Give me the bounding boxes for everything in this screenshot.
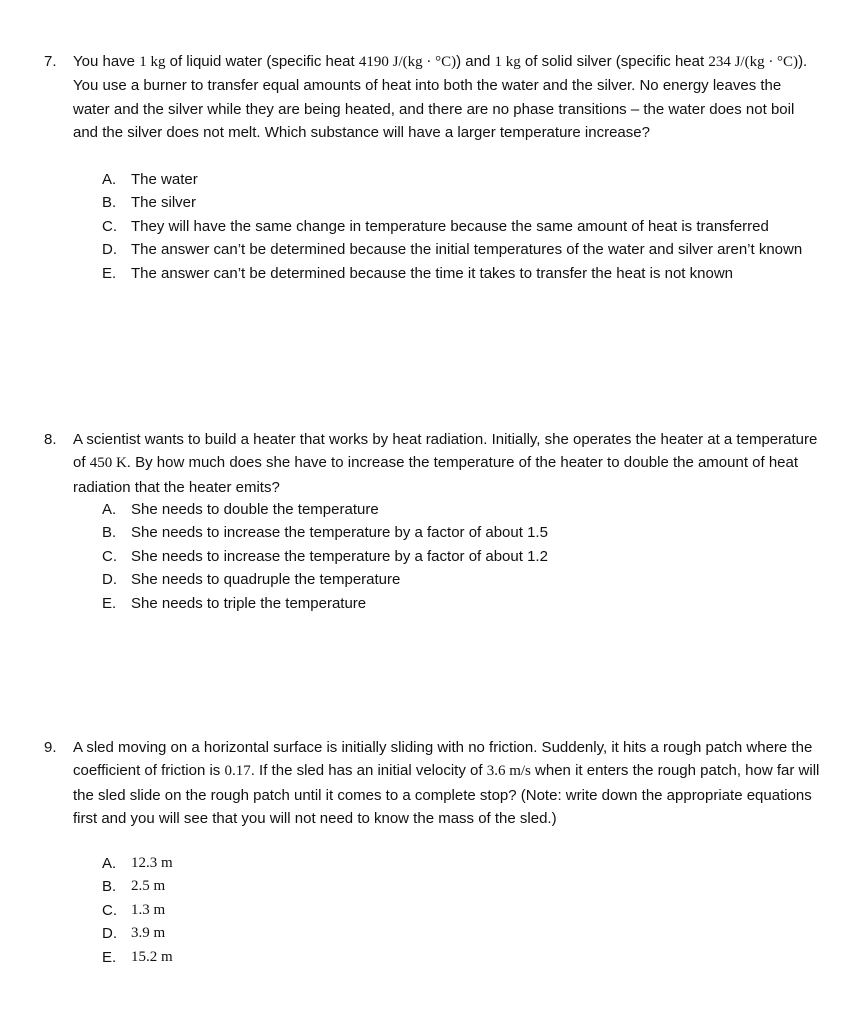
choice-text: The answer can’t be determined because the time it takes to transfer the heat is not known [131, 264, 733, 282]
answer-choice-b[interactable] [0, 191, 831, 214]
choice-text: 3.9 m [131, 925, 166, 942]
text-segment: You have [73, 53, 140, 70]
text-segment: of liquid water (specific heat [165, 53, 359, 70]
math-mass-water: 1 kg [139, 54, 166, 70]
answer-choice-b[interactable] [0, 875, 831, 898]
math-mass-silver: 1 kg [494, 54, 521, 70]
answer-choice-a[interactable] [0, 852, 831, 875]
choice-letter: C. [102, 547, 117, 565]
math-temperature: 450 K [89, 455, 127, 472]
choice-letter: A. [102, 171, 117, 188]
question-number: 9. [44, 739, 57, 756]
text-segment: when it enters the rough patch, how far will the sled slide on the rough patch until it comes to a complete stop? (Note: write down the appropriate equations first and you will see that you will not need to know the mass of the sled.) [73, 762, 820, 828]
choice-text: She needs to quadruple the temperature [131, 571, 401, 589]
choice-letter: B. [102, 878, 117, 896]
text-segment: . By how much does she have to increase the temperature of the heater to double the amount of heat radiation that the heater emits? [73, 454, 799, 496]
math-friction-coefficient: 0.17 [224, 763, 251, 780]
answer-choices [0, 852, 831, 969]
choice-letter: C. [102, 217, 117, 235]
question-text [73, 50, 821, 145]
answer-choice-e[interactable] [0, 946, 831, 969]
choice-letter: C. [102, 901, 117, 919]
answer-choices [0, 498, 831, 615]
question-number: 7. [44, 53, 57, 70]
question-number: 8. [44, 431, 57, 448]
choice-text: She needs to increase the temperature by a factor of about 1.5 [131, 524, 548, 542]
text-segment: A sled moving on a horizontal surface is initially sliding with no friction. Suddenly, it hits a rough patch where the coefficient of friction is [73, 739, 813, 780]
math-specific-heat-silver: 234 J/(kg · °C) [708, 54, 799, 70]
choice-text: She needs to increase the temperature by a factor of about 1.2 [131, 547, 548, 565]
choice-letter: E. [102, 594, 117, 612]
choice-text: 12.3 m [131, 855, 173, 871]
answer-choice-c[interactable] [0, 899, 831, 922]
choice-text: The silver [131, 194, 197, 212]
choice-letter: D. [102, 925, 117, 943]
answer-choice-c[interactable] [0, 215, 831, 238]
answer-choice-c[interactable] [0, 545, 831, 568]
choice-letter: D. [102, 241, 117, 259]
choice-text: 2.5 m [131, 878, 166, 895]
answer-choice-d[interactable] [0, 238, 831, 261]
text-segment: ) and [456, 53, 495, 70]
choice-letter: E. [102, 948, 117, 966]
choice-letter: E. [102, 264, 117, 282]
question-text [73, 736, 821, 831]
answer-choice-d[interactable] [0, 922, 831, 945]
answer-choice-b[interactable] [0, 521, 831, 544]
math-specific-heat-water: 4190 J/(kg · °C) [358, 54, 457, 70]
answer-choice-e[interactable] [0, 262, 831, 285]
text-segment: of solid silver (specific heat [520, 53, 709, 70]
choice-letter: B. [102, 194, 117, 212]
choice-text: They will have the same change in temperature because the same amount of heat is transferred [131, 217, 769, 235]
choice-text: 1.3 m [131, 901, 166, 918]
text-segment: . If the sled has an initial velocity of [250, 762, 487, 780]
choice-text: The water [131, 171, 198, 188]
choice-letter: A. [102, 855, 117, 872]
choice-text: 15.2 m [131, 948, 173, 965]
choice-text: She needs to double the temperature [131, 501, 379, 518]
answer-choice-d[interactable] [0, 568, 831, 591]
answer-choice-a[interactable] [0, 168, 831, 191]
answer-choices [0, 168, 831, 285]
math-initial-velocity: 3.6 m/s [486, 763, 531, 780]
choice-text: The answer can’t be determined because the initial temperatures of the water and silver aren’t known [131, 241, 803, 259]
text-segment: ). You use a burner to transfer equal amounts of heat into both the water and the silver. No energy leaves the water and the silver while they are being heated, and there are no phase transitions – the water does not boil and the silver does not melt. Which substance will have a larger temperature increase? [73, 53, 808, 142]
choice-text: She needs to triple the temperature [131, 594, 367, 612]
answer-choice-e[interactable] [0, 592, 831, 615]
choice-letter: D. [102, 571, 117, 589]
text-segment: A scientist wants to build a heater that works by heat radiation. Initially, she operates the heater at a temperature of [73, 431, 818, 472]
choice-letter: B. [102, 524, 117, 542]
answer-choice-a[interactable] [0, 498, 831, 521]
choice-letter: A. [102, 501, 117, 518]
question-text [73, 428, 821, 499]
